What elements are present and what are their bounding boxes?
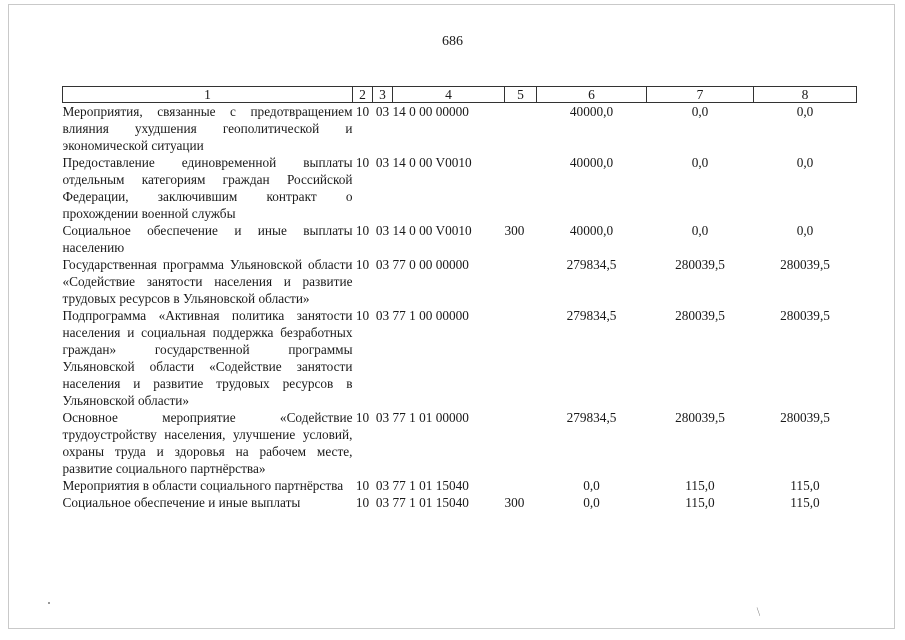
row-section: 10 — [355, 308, 370, 323]
row-target-code: 77 1 01 15040 — [392, 495, 469, 510]
row-amount-6: 40000,0 — [569, 223, 614, 238]
header-row — [63, 87, 857, 103]
row-subsection: 03 — [375, 104, 390, 119]
row-subsection: 03 — [375, 410, 390, 425]
row-amount-6: 40000,0 — [569, 104, 614, 119]
row-name: Мероприятия в области социального партнёрства — [62, 478, 344, 493]
row-section: 10 — [355, 257, 370, 272]
row-expense-type: 300 — [504, 495, 525, 510]
row-subsection: 03 — [375, 257, 390, 272]
row-amount-7: 0,0 — [691, 155, 709, 170]
row-target-code: 77 1 01 00000 — [392, 410, 469, 425]
row-target-code: 14 0 00 00000 — [392, 104, 469, 119]
row-amount-6: 40000,0 — [569, 155, 614, 170]
page-number: 686 — [442, 34, 463, 49]
row-amount-7: 115,0 — [685, 478, 715, 493]
row-amount-6: 0,0 — [583, 495, 600, 510]
row-amount-6: 279834,5 — [566, 410, 617, 425]
pen-mark: ⁄ — [753, 607, 765, 617]
row-subsection: 03 — [375, 478, 390, 493]
row-subsection: 03 — [375, 308, 390, 323]
row-section: 10 — [355, 155, 370, 170]
col-header-4: 4 — [393, 87, 505, 103]
table-row — [63, 103, 857, 155]
row-name: Государственная программа Ульяновской области «Содействие занятости населения и развитие трудовых ресурсов в Ульяновской области» — [62, 257, 353, 306]
row-name: Подпрограмма «Активная политика занятости населения и социальная поддержка безработных граждан» государственной программы Ульяновской области «Содействие занятости населения и развитие трудовых ресурсов в Ульяновской области» — [62, 308, 353, 408]
row-name: Социальное обеспечение и иные выплаты — [62, 495, 301, 510]
row-subsection: 03 — [375, 495, 390, 510]
table-row — [63, 307, 857, 409]
row-amount-7: 280039,5 — [675, 257, 725, 272]
scan-speck — [48, 602, 50, 604]
row-section: 10 — [355, 223, 370, 238]
row-subsection: 03 — [375, 155, 390, 170]
row-expense-type — [505, 154, 537, 222]
col-header-2: 2 — [353, 87, 373, 103]
row-name: Основное мероприятие «Содействие трудоустройству населения, улучшение условий, охраны труда и здоровья на рабочем месте, развитие социального партнёрства» — [62, 410, 353, 476]
row-amount-7: 0,0 — [691, 104, 709, 119]
row-expense-type — [505, 409, 537, 477]
row-amount-8: 0,0 — [796, 104, 814, 119]
row-target-code: 77 1 00 00000 — [392, 308, 469, 323]
row-amount-6: 0,0 — [583, 478, 600, 493]
row-amount-6: 279834,5 — [566, 308, 617, 323]
row-amount-7: 0,0 — [691, 223, 709, 238]
row-amount-8: 115,0 — [790, 478, 820, 493]
row-expense-type: 300 — [504, 223, 525, 238]
row-name: Социальное обеспечение и иные выплаты населению — [62, 223, 353, 255]
row-subsection: 03 — [375, 223, 390, 238]
col-header-6: 6 — [537, 87, 647, 103]
budget-table — [62, 86, 857, 511]
table-row — [63, 154, 857, 222]
row-amount-8: 115,0 — [790, 495, 820, 510]
table-row — [63, 256, 857, 307]
row-section: 10 — [355, 478, 370, 493]
row-expense-type — [505, 307, 537, 409]
col-header-7: 7 — [647, 87, 754, 103]
row-target-code: 14 0 00 V0010 — [392, 155, 472, 170]
row-expense-type — [505, 256, 537, 307]
row-section: 10 — [355, 104, 370, 119]
row-amount-8: 280039,5 — [780, 410, 830, 425]
row-amount-8: 0,0 — [796, 223, 814, 238]
row-amount-7: 280039,5 — [675, 308, 725, 323]
table-row — [63, 477, 857, 494]
row-section: 10 — [355, 410, 370, 425]
table-row — [63, 494, 857, 511]
row-expense-type — [505, 477, 537, 494]
row-amount-6: 279834,5 — [566, 257, 617, 272]
row-name: Мероприятия, связанные с предотвращением влияния ухудшения геополитической и экономической ситуации — [62, 104, 353, 153]
row-amount-8: 0,0 — [796, 155, 814, 170]
col-header-8: 8 — [754, 87, 857, 103]
table-row — [63, 222, 857, 256]
table-row — [63, 409, 857, 477]
row-amount-7: 115,0 — [685, 495, 715, 510]
row-amount-7: 280039,5 — [675, 410, 725, 425]
col-header-1: 1 — [63, 87, 353, 103]
row-target-code: 14 0 00 V0010 — [392, 223, 472, 238]
row-expense-type — [505, 103, 537, 155]
col-header-5: 5 — [505, 87, 537, 103]
row-section: 10 — [355, 495, 370, 510]
row-target-code: 77 1 01 15040 — [392, 478, 469, 493]
row-target-code: 77 0 00 00000 — [392, 257, 469, 272]
col-header-3: 3 — [373, 87, 393, 103]
row-name: Предоставление единовременной выплаты отдельным категориям граждан Российской Федерации, заключившим контракт о прохождении военной службы — [62, 155, 353, 221]
row-amount-8: 280039,5 — [780, 257, 830, 272]
row-amount-8: 280039,5 — [780, 308, 830, 323]
